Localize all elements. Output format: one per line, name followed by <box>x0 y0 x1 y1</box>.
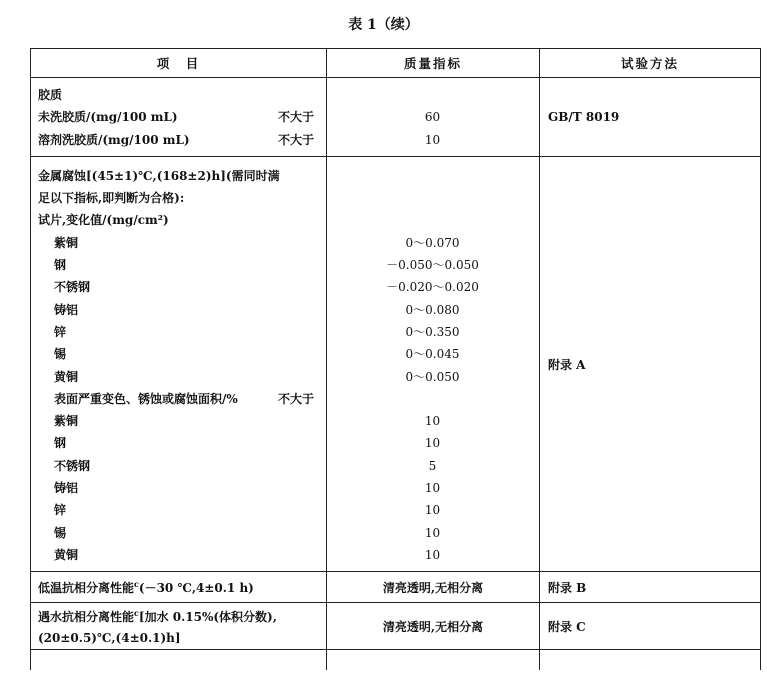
area-label-copper: 紫铜 <box>54 414 79 429</box>
low-temp-value: 清亮透明,无相分离 <box>327 572 540 603</box>
water-row <box>31 603 761 650</box>
gum-method-cell: GB/T 8019 <box>540 78 761 157</box>
corrosion-method-cell: 附录 A <box>540 156 761 571</box>
area-title <box>38 388 318 410</box>
gum-washed-label <box>38 129 318 151</box>
change-label-tin: 锡 <box>54 347 67 362</box>
area-value-tin: 10 <box>424 525 441 540</box>
corrosion-item-cell <box>31 156 327 571</box>
header-item: 项 目 <box>31 49 327 78</box>
change-label-zinc: 锌 <box>54 324 67 339</box>
change-label-steel: 钢 <box>54 258 67 273</box>
change-label-cast-aluminum: 铸铝 <box>54 302 79 317</box>
gum-item-cell <box>31 78 327 157</box>
low-temp-method: 附录 B <box>540 572 761 603</box>
area-label-steel: 钢 <box>54 436 67 451</box>
water-value: 清亮透明,无相分离 <box>327 603 540 650</box>
area-label-cast-aluminum: 铸铝 <box>54 481 79 496</box>
change-value-copper: 0～0.070 <box>405 235 460 250</box>
header-row <box>31 49 761 78</box>
quality-spec-table <box>30 48 761 670</box>
change-value-cast-aluminum: 0～0.080 <box>405 302 460 317</box>
corrosion-subtitle: 试片,变化值/(mg/cm²) <box>38 213 169 228</box>
area-label-zinc: 锌 <box>54 503 67 518</box>
corrosion-row <box>31 156 761 571</box>
gum-unwashed-text: 未洗胶质/(mg/100 mL) <box>38 110 178 125</box>
low-temp-row <box>31 572 761 603</box>
area-label-stainless: 不锈钢 <box>54 458 91 473</box>
corrosion-spec-cell <box>327 156 540 571</box>
change-value-stainless: －0.020～0.020 <box>386 280 479 295</box>
area-label-tin: 锡 <box>54 525 67 540</box>
change-value-zinc: 0～0.350 <box>405 324 460 339</box>
water-label-line2: (20±0.5)℃,(4±0.1)h] <box>38 631 181 646</box>
area-value-stainless: 5 <box>428 458 437 473</box>
change-label-brass: 黄铜 <box>54 369 79 384</box>
table-caption: 表 1（续） <box>348 17 419 33</box>
corrosion-title-line1: 金属腐蚀[(45±1)℃,(168±2)h](需同时满 <box>38 168 280 183</box>
header-spec: 质量指标 <box>327 49 540 78</box>
change-value-steel: －0.050～0.050 <box>386 258 479 273</box>
area-value-brass: 10 <box>424 547 441 562</box>
area-value-steel: 10 <box>424 436 441 451</box>
gum-spec-cell <box>327 78 540 157</box>
change-value-brass: 0～0.050 <box>405 369 460 384</box>
gum-title: 胶质 <box>38 88 63 102</box>
low-temp-label: 低温抗相分离性能$^c$(－30 ℃,4±0.1 h) <box>38 578 254 595</box>
change-label-stainless: 不锈钢 <box>54 280 91 295</box>
gum-unwashed-value: 60 <box>424 110 441 125</box>
low-temp-note: c <box>134 578 139 589</box>
water-note: c <box>134 608 139 619</box>
area-value-cast-aluminum: 10 <box>424 481 441 496</box>
gum-washed-limit: 不大于 <box>277 132 314 147</box>
water-item-cell <box>31 603 327 650</box>
gum-washed-value: 10 <box>424 132 441 147</box>
corrosion-title-line2: 足以下指标,即判断为合格): <box>38 191 185 206</box>
water-label-line1: 遇水抗相分离性能$^c$[加水 0.15%(体积分数), <box>38 608 277 625</box>
low-temp-item-cell <box>31 572 327 603</box>
water-method: 附录 C <box>540 603 761 650</box>
area-title-text: 表面严重变色、锈蚀或腐蚀面积/% <box>54 391 238 406</box>
continuation-row <box>31 650 761 671</box>
gum-unwashed-label <box>38 106 318 128</box>
area-limit: 不大于 <box>277 391 314 406</box>
gum-washed-text: 溶剂洗胶质/(mg/100 mL) <box>38 132 190 147</box>
area-value-copper: 10 <box>424 414 441 429</box>
change-value-tin: 0～0.045 <box>405 347 460 362</box>
gum-unwashed-limit: 不大于 <box>277 110 314 125</box>
header-method: 试验方法 <box>540 49 761 78</box>
area-label-brass: 黄铜 <box>54 547 79 562</box>
area-value-zinc: 10 <box>424 503 441 518</box>
change-label-copper: 紫铜 <box>54 235 79 250</box>
gum-row <box>31 78 761 157</box>
